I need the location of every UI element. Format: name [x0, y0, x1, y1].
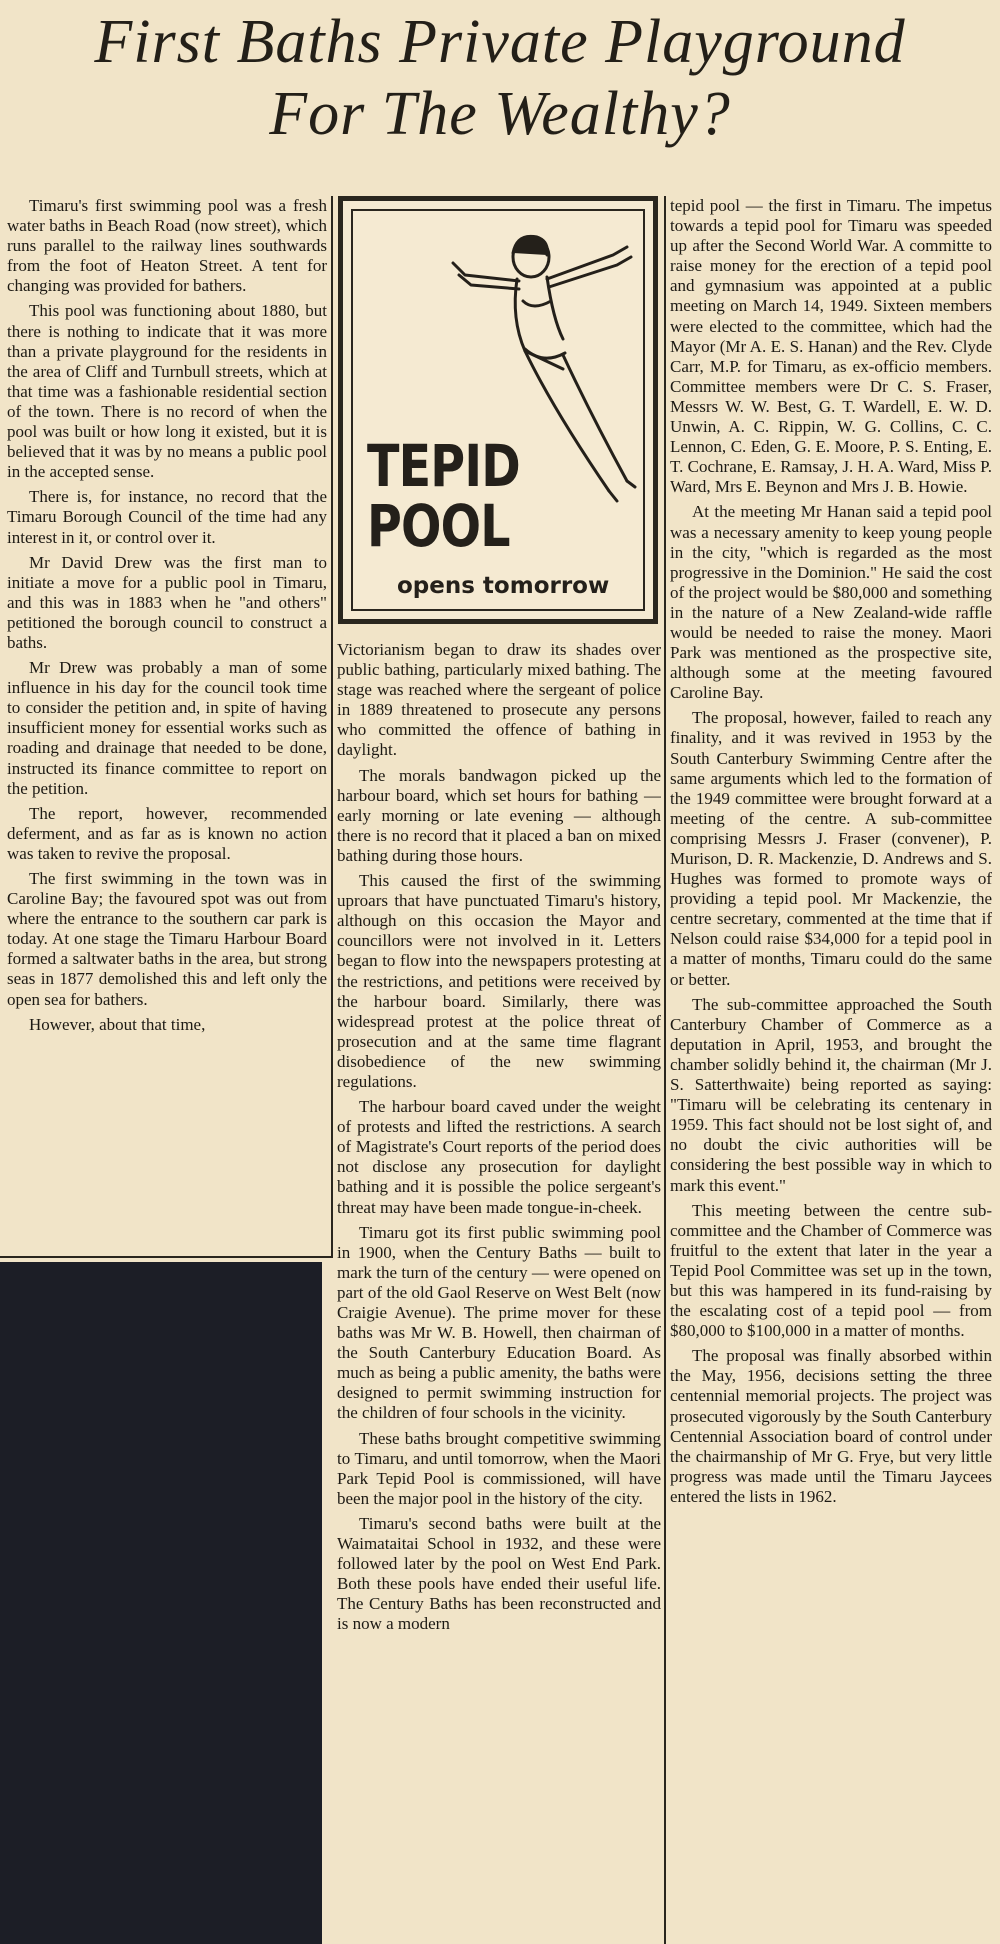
article-column-3 — [670, 196, 992, 1938]
paragraph: The report, however, recommended deferment, and as far as is known no action was taken to revive the proposal. — [7, 803, 327, 863]
paragraph: However, about that time, — [29, 1014, 206, 1034]
tepid-pool-advert — [338, 196, 658, 624]
paragraph: This caused the first of the swimming uproars that have punctuated Timaru's history, although on this occasion the Mayor and councillors were not involved in it. Letters began to flow into the newspapers protesting at the restrictions, and petitions were received by the harbour board. Similarly, there was widespread protest at the police threat of prosecution and at the same time flagrant disobedience of the new swimming regulations. — [337, 871, 661, 1091]
article-column-2 — [337, 640, 661, 1938]
column-rule-2 — [664, 196, 666, 1944]
paragraph: The first swimming in the town was in Caroline Bay; the favoured spot was out from where the entrance to the southern car park is today. At one stage the Timaru Harbour Board formed a saltwater baths in the area, but strong seas in 1877 demolished this and left only the open sea for bathers. — [7, 869, 327, 1009]
paragraph: The proposal was finally absorbed within the May, 1956, decisions setting the three centennial memorial projects. The project was prosecuted vigorously by the South Canterbury Centennial Association board of control under the chairmanship of Mr G. Frye, but very little progress was made until the Timaru Jaycees entered the lists in 1962. — [670, 1346, 992, 1506]
headline-line-1: First Baths Private Playground — [94, 8, 906, 76]
paragraph: Mr David Drew was the first man to initiate a move for a public pool in Timaru, and this was in 1883 when he "and others" petitioned the borough council to construct a baths. — [7, 552, 327, 652]
paragraph: The morals bandwagon picked up the harbour board, which set hours for bathing — early morning or late evening — although there is no record that it placed a ban on mixed bathing during those hours. — [337, 765, 661, 865]
backing-board — [0, 1262, 322, 1944]
headline-line-2: For The Wealthy? — [269, 80, 731, 148]
paragraph: There is, for instance, no record that the Timaru Borough Council of the time had any interest in it, or control over it. — [7, 487, 327, 547]
paragraph: Mr Drew was probably a man of some influence in his day for the council took time to consider the petition and, in spite of having insufficient money for essential works such as roading and drainage that needed to be done, instructed its finance committee to report on the petition. — [7, 658, 327, 798]
paragraph: Timaru got its first public swimming pool in 1900, when the Century Baths — built to mark the turn of the century — were opened on part of the old Gaol Reserve on West Belt (now Craigie Avenue). The prime mover for these baths was Mr W. B. Howell, then chairman of the South Canterbury Education Board. As much as being a public amenity, the baths were designed to permit swimming instruction for the children of four schools in the vicinity. — [337, 1222, 661, 1423]
paragraph: tepid pool — the first in Timaru. The impetus towards a tepid pool for Timaru was speeded up after the Second World War. A committe to raise money for the erection of a tepid pool and gymnasium was appointed at a public meeting on March 14, 1949. Sixteen members were elected to the committee, which had the Mayor (Mr A. E. S. Hanan) and the Rev. Clyde Carr, M.P. for Timaru, as ex-officio members. Committee members were Dr C. S. Fraser, Messrs W. W. Best, G. T. Wardell, E. W. D. Unwin, A. C. Rippin, W. G. Collins, C. C. Lennon, C. Eden, G. E. Moore, P. S. Enting, E. T. Cochrane, E. Ramsay, J. H. A. Ward, Miss P. Ward, Mrs E. Beynon and Mrs J. B. Howie. — [670, 196, 992, 497]
paragraph: Timaru's second baths were built at the Waimataitai School in 1932, and these were followed later by the pool on West End Park. Both these pools have ended their useful life. The Century Baths has been reconstructed and is now a modern — [337, 1513, 661, 1634]
paragraph: This pool was functioning about 1880, but there is nothing to indicate that it was more than a private playground for the residents in the area of Cliff and Turnbull streets, which at that time was a fashionable residential section of the town. There is no record of when the pool was built or how long it existed, but it is believed that it was by no means a public pool in the accepted sense. — [7, 301, 327, 482]
paragraph: Victorianism began to draw its shades over public bathing, particularly mixed bathing. The stage was reached where the sergeant of police in 1889 threatened to prosecute any persons who committed the offence of bathing in daylight. — [337, 640, 661, 760]
advert-subtitle: opens tomorrow — [397, 573, 610, 599]
advert-frame — [351, 209, 645, 611]
paragraph: Timaru's first swimming pool was a fresh water baths in Beach Road (now street), which runs parallel to the railway lines southwards from the foot of Heaton Street. A tent for changing was provided for bathers. — [7, 196, 327, 296]
headline — [0, 6, 1000, 150]
paragraph: The sub-committee approached the South Canterbury Chamber of Commerce as a deputation in April, 1953, and brought the chamber solidly behind it, the chairman (Mr J. S. Satterthwaite) being reported as saying: "Timaru will be celebrating its centenary in 1959. This fact should not be lost sight of, and no doubt the civic authorities will be considering the best possible way in which to mark this event." — [670, 994, 992, 1195]
clipping-edge — [0, 1256, 332, 1258]
column-rule-1 — [331, 196, 333, 1258]
advert-title-line-1: TEPID — [367, 432, 520, 500]
paragraph: At the meeting Mr Hanan said a tepid pool was a necessary amenity to keep young people in the city, "which is regarded as the most progressive in the Dominion." He said the cost of the project would be $80,000 and something in the nature of a New Zealand-wide raffle would be needed to raise the money. Maori Park was mentioned as the prospective site, although some at the meeting favoured Caroline Bay. — [670, 502, 992, 703]
paragraph: These baths brought competitive swimming to Timaru, and until tomorrow, when the Maori Park Tepid Pool is commissioned, will have been the major pool in the history of the city. — [337, 1428, 661, 1508]
advert-title-line-2: POOL — [367, 492, 510, 560]
paragraph: The proposal, however, failed to reach any finality, and it was revived in 1953 by the South Canterbury Swimming Centre after the same arguments which led to the formation of the 1949 committee were brought forward at a meeting of the centre. A sub-committee comprising Messrs J. Fraser (convener), P. Murison, D. R. Mackenzie, D. Andrews and S. Hughes was formed to promote ways of providing a tepid pool. Mr Mackenzie, the centre secretary, commented at the time that if Nelson could raise $34,000 for a tepid pool in a matter of months, Timaru could do the same or better. — [670, 708, 992, 989]
article-column-1 — [7, 196, 327, 1246]
paragraph: The harbour board caved under the weight of protests and lifted the restrictions. A search of Magistrate's Court reports of the period does not disclose any prosecution for daylight bathing and it is possible the police sergeant's threat may have been made tongue-in-cheek. — [337, 1097, 661, 1217]
paragraph: This meeting between the centre sub-committee and the Chamber of Commerce was fruitful to the extent that later in the year a Tepid Pool Committee was set up in the town, but this was hampered in its fund-raising by the escalating cost of a tepid pool — from $80,000 to $100,000 in a matter of months. — [670, 1200, 992, 1341]
